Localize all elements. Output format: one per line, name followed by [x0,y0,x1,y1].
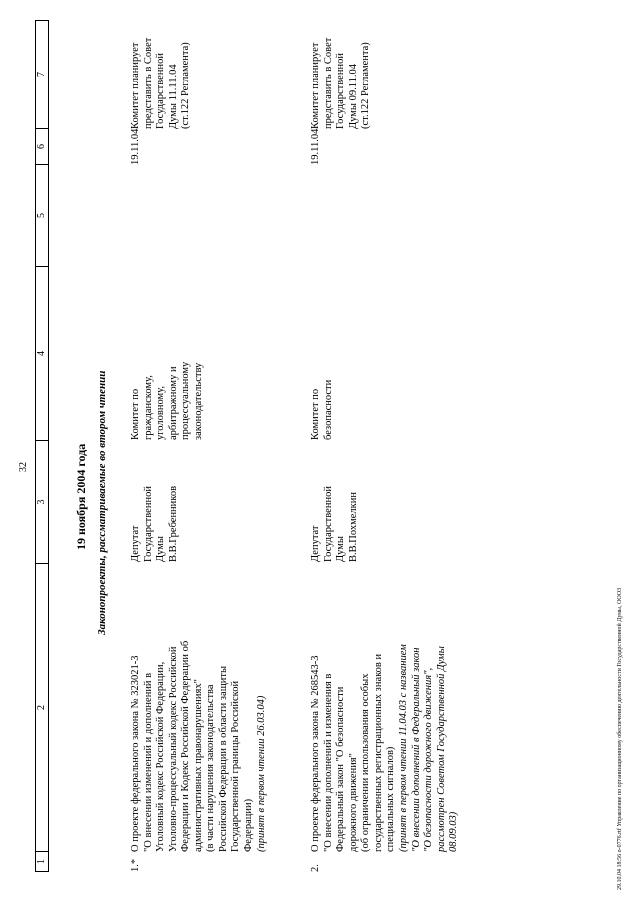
col-number-5: 5 [36,164,48,266]
col-number-4: 4 [36,266,48,440]
row-2-date: 19.11.04 [310,128,321,165]
col-number-1: 1 [36,851,48,871]
row-2-plan: Комитет планирует представить в Совет Государственной Думы 09.11.04 (ст.122 Регламента) [310,37,371,129]
col-number-7: 7 [36,72,47,77]
row-2-title: О проекте федерального закона № 268543-3 "О внесении дополнений и изменения в Федеральный закон "О безопасности дорожного движения" (об ограничении использования особых государственных регистрационных знаков и специальных сигналов) [310,653,396,852]
row-2-number: 2. [310,864,321,872]
page-number: 32 [18,462,29,472]
column-number-header [35,20,49,872]
row-2-note: (принят в первом чтении 11.04.03 с названием "О внесении дополнений в Федеральный закон "О безопасности дорожного движения", рассмотрен Советом Государственной Думы 08.09.03) [398,644,459,852]
row-1-note: (принят в первом чтении 26.03.04) [256,695,267,852]
row-2-committee: Комитет по безопасности [310,379,334,440]
col-number-6: 6 [36,128,48,164]
col-number-2: 2 [36,563,48,851]
col-number-3: 3 [36,440,48,563]
row-1-committee: Комитет по гражданскому, уголовному, арбитражному и процессуальному законодательству [130,361,204,440]
row-1-author: Депутат Государственной Думы В.В.Гребенников [130,485,179,562]
rotated-document-page [18,10,623,890]
page-footer: 29.10.04 18:56 о-0776.rtf Управление по организационному обеспечению деятельности Государственной Думы, ООО3 [617,587,623,890]
row-1-title: О проекте федерального закона № 323021-3 "О внесении изменений и дополнений в Уголовный кодекс Российской Федерации, Уголовно-процессуальный кодекс Российской Федерации и Кодекс Российской Федерации об административных правонарушениях" (в части нарушения законодательства Российской Федерации в области защиты Государственной границы Российской Федерации) [130,640,254,852]
row-2-author: Депутат Государственной Думы В.В.Похмелкин [310,486,359,562]
row-1-number: 1.* [130,858,141,872]
section-heading: Законопроекты, рассматриваемые во втором чтении [96,370,108,635]
row-1-plan: Комитет планирует представить в Совет Государственной Думы 11.11.04 (ст.122 Регламента) [130,37,191,129]
date-heading: 19 ноября 2004 года [74,443,88,550]
row-1-date: 19.11.04 [130,128,141,165]
